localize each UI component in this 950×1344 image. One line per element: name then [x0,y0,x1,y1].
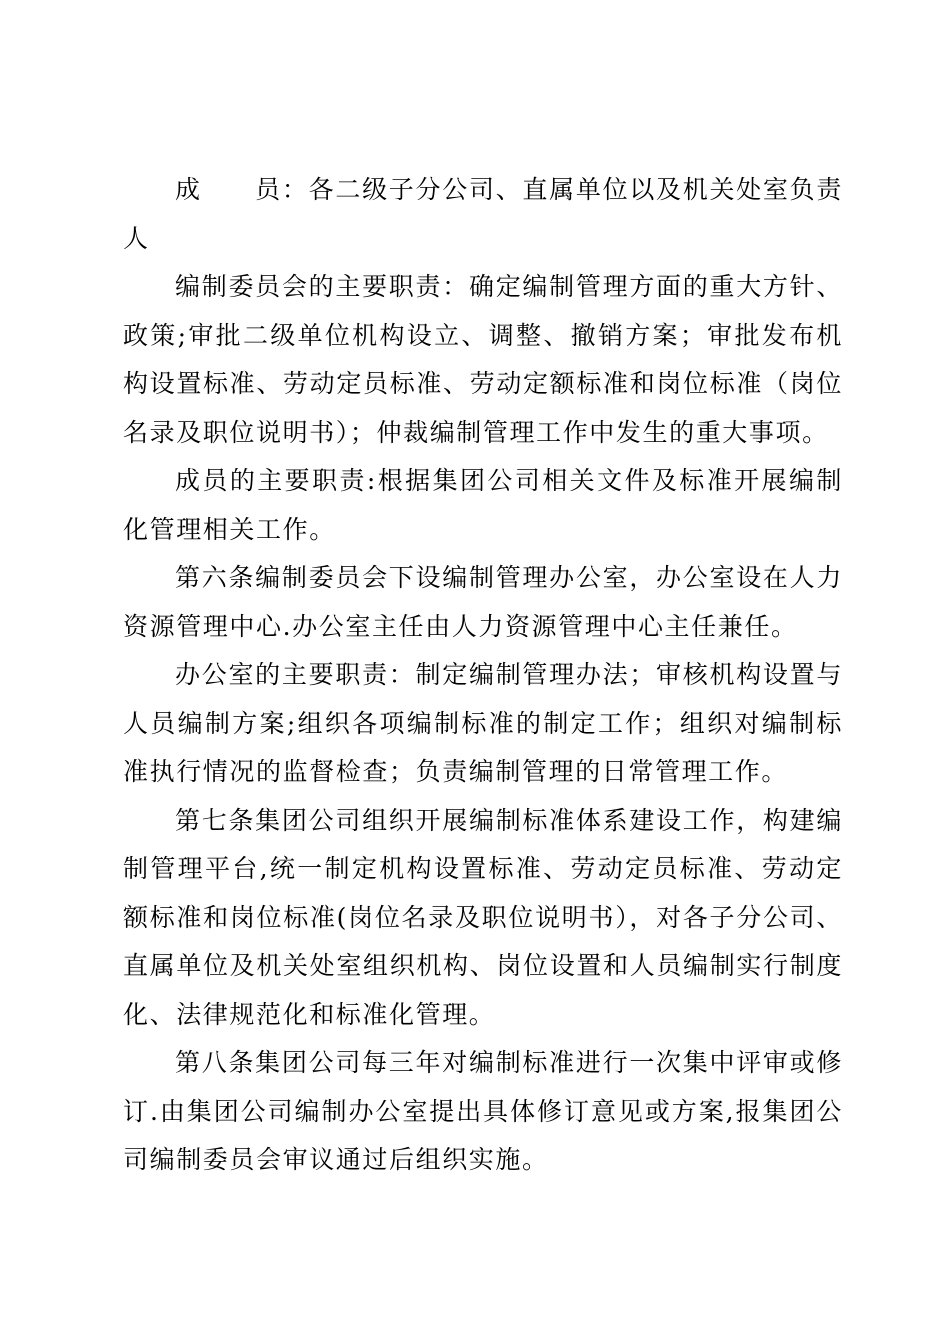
paragraph-member-duties: 成员的主要职责:根据集团公司相关文件及标准开展编制化管理相关工作。 [123,466,843,544]
paragraph-article-8: 第八条集团公司每三年对编制标准进行一次集中评审或修订.由集团公司编制办公室提出具体修订意见或方案,报集团公司编制委员会审议通过后组织实施。 [123,1048,843,1174]
paragraph-office-duties: 办公室的主要职责：制定编制管理办法；审核机构设置与人员编制方案;组织各项编制标准的制定工作；组织对编制标准执行情况的监督检查；负责编制管理的日常管理工作。 [123,660,843,786]
paragraph-article-7: 第七条集团公司组织开展编制标准体系建设工作，构建编制管理平台,统一制定机构设置标准、劳动定员标准、劳动定额标准和岗位标准(岗位名录及职位说明书），对各子分公司、直属单位及机关处室组织机构、岗位设置和人员编制实行制度化、法律规范化和标准化管理。 [123,805,843,1029]
document-body [123,166,843,1185]
paragraph-committee-duties: 编制委员会的主要职责：确定编制管理方面的重大方针、政策;审批二级单位机构设立、调整、撤销方案；审批发布机构设置标准、劳动定员标准、劳动定额标准和岗位标准（岗位名录及职位说明书）；仲裁编制管理工作中发生的重大事项。 [123,272,843,447]
paragraph-article-6: 第六条编制委员会下设编制管理办公室，办公室设在人力资源管理中心.办公室主任由人力资源管理中心主任兼任。 [123,563,843,641]
paragraph-members: 成 员：各二级子分公司、直属单位以及机关处室负责人 [123,175,843,253]
